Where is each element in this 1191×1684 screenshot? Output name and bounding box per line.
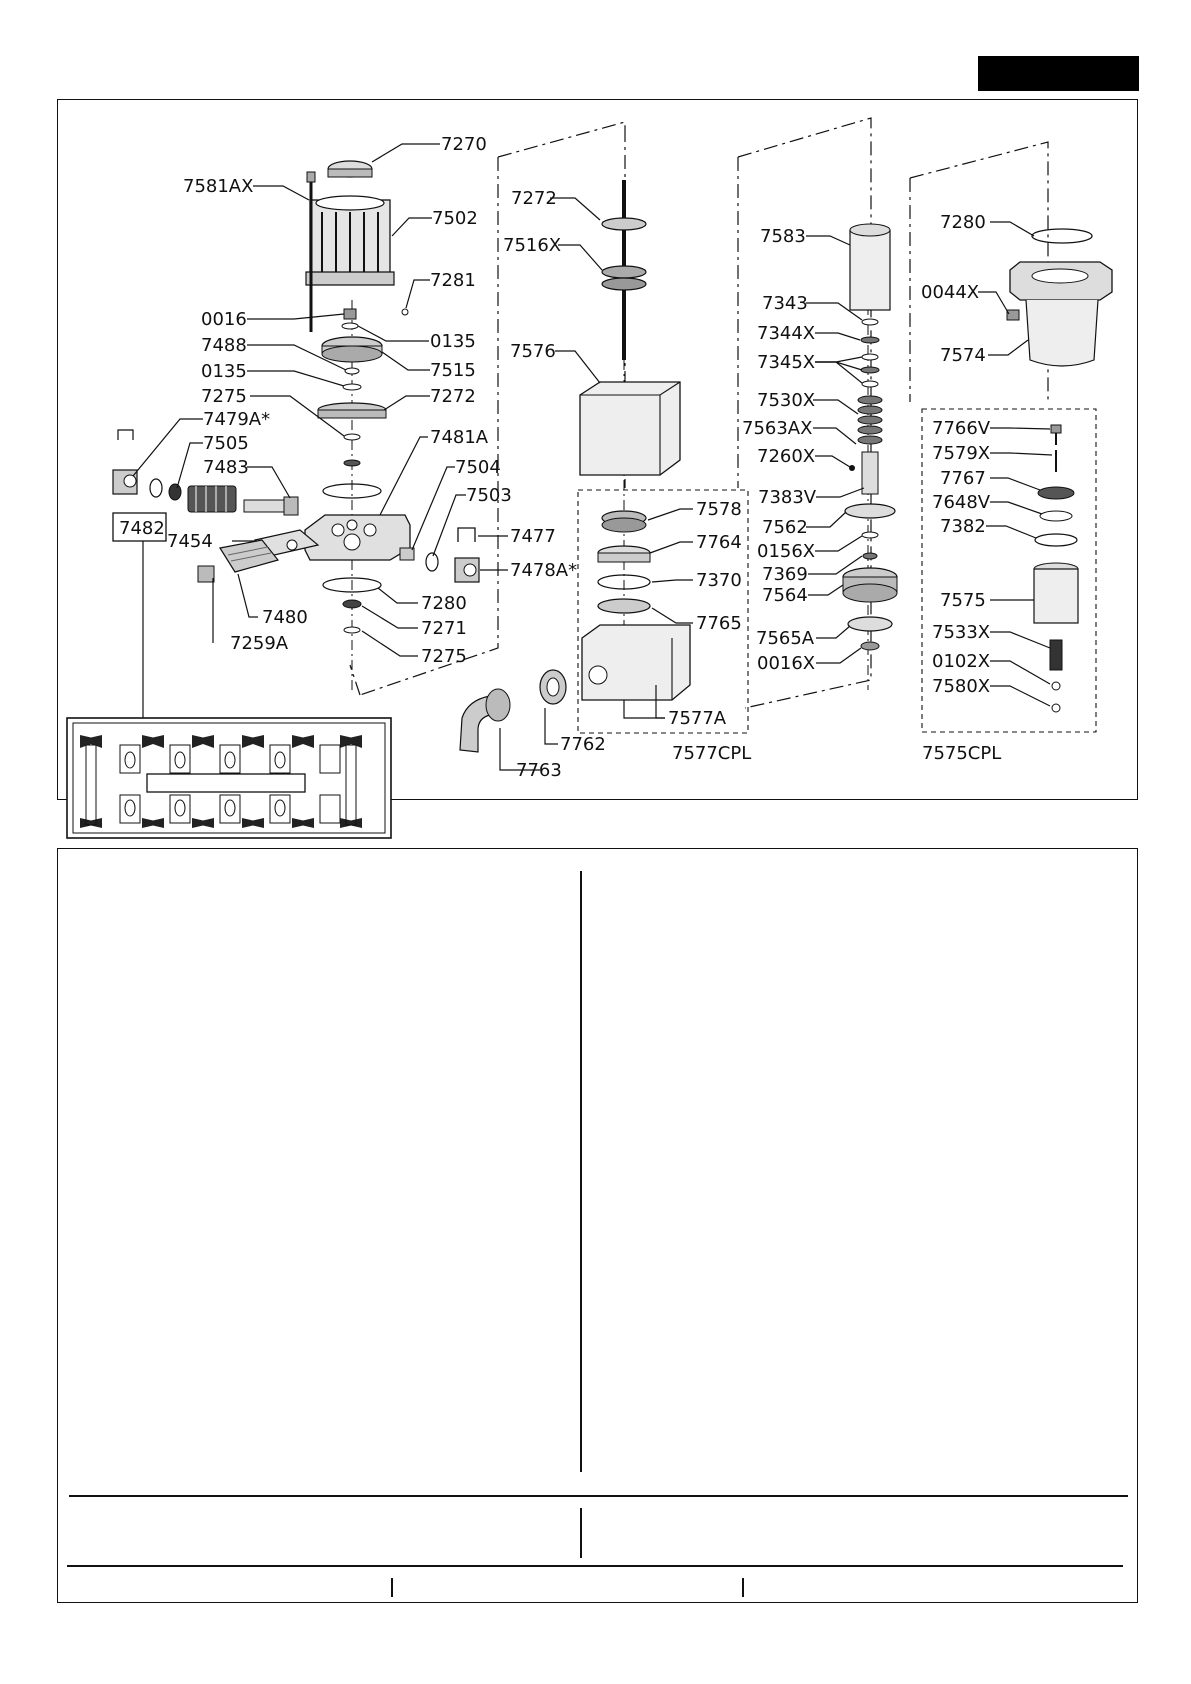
label-7576: 7576 <box>510 341 556 362</box>
part-0016-nut <box>344 309 356 319</box>
label-7565a: 7565A <box>756 628 815 649</box>
part-7764-ring <box>598 546 650 562</box>
label-0044x: 0044X <box>921 282 980 303</box>
label-7259a: 7259A <box>230 633 289 654</box>
label-7280-right: 7280 <box>940 212 986 233</box>
part-7481a-body <box>305 515 410 560</box>
label-7767: 7767 <box>940 468 986 489</box>
part-7577a-block <box>582 625 690 700</box>
label-7369: 7369 <box>762 564 808 585</box>
label-7480: 7480 <box>262 607 308 628</box>
label-7270: 7270 <box>441 134 487 155</box>
part-7344x-washer <box>861 337 879 343</box>
part-7271-seal <box>343 600 361 608</box>
part-7562-disc <box>845 504 895 518</box>
label-7343: 7343 <box>762 293 808 314</box>
label-7383v: 7383V <box>758 487 817 508</box>
part-7583-cylinder <box>850 224 890 310</box>
label-7574: 7574 <box>940 345 986 366</box>
label-7502: 7502 <box>432 208 478 229</box>
label-7370: 7370 <box>696 570 742 591</box>
part-7259a-fitting <box>198 566 214 582</box>
label-7763: 7763 <box>516 760 562 781</box>
part-7502-housing <box>306 196 394 285</box>
part-7343-washer <box>862 319 878 325</box>
part-7272-shaft <box>602 180 646 360</box>
part-0044x-nut <box>1007 310 1019 320</box>
label-7260x: 7260X <box>757 446 816 467</box>
label-7345x: 7345X <box>757 352 816 373</box>
label-7275-upper: 7275 <box>201 386 247 407</box>
part-7766v-screw <box>1051 425 1061 445</box>
label-7579x: 7579X <box>932 443 991 464</box>
part-7574-housing <box>1010 262 1112 366</box>
part-0135-washer-2 <box>343 384 361 390</box>
part-7533x-spring <box>1050 640 1062 670</box>
part-7575-cartridge <box>1034 563 1078 623</box>
label-7280-left: 7280 <box>421 593 467 614</box>
label-7488: 7488 <box>201 335 247 356</box>
part-7477-clip <box>458 528 475 542</box>
part-7482-spring <box>188 486 236 512</box>
label-7275-lower: 7275 <box>421 646 467 667</box>
part-7580x-clip <box>1052 704 1060 712</box>
label-7479a: 7479A* <box>203 409 271 430</box>
part-7530x-spring <box>858 396 882 444</box>
part-7648v-oring <box>1040 511 1072 521</box>
label-7564: 7564 <box>762 585 808 606</box>
label-7477: 7477 <box>510 526 556 547</box>
label-7580x: 7580X <box>932 676 991 697</box>
parts-list-frame <box>57 848 1138 1603</box>
label-7563ax: 7563AX <box>742 418 813 439</box>
label-7562: 7562 <box>762 517 808 538</box>
part-7763-elbow <box>460 689 510 752</box>
label-7272-left: 7272 <box>430 386 476 407</box>
label-7575cpl: 7575CPL <box>922 743 1002 764</box>
label-7478a: 7478A* <box>510 560 578 581</box>
part-7481a-seal <box>344 460 360 466</box>
label-7766v: 7766V <box>932 418 991 439</box>
part-7505-seal <box>169 484 181 500</box>
label-7764: 7764 <box>696 532 742 553</box>
label-7503: 7503 <box>466 485 512 506</box>
part-7270-cap <box>328 161 372 177</box>
part-7369-washer <box>863 553 877 559</box>
label-7481a: 7481A <box>430 427 489 448</box>
part-7281-pin <box>402 309 408 315</box>
label-7583: 7583 <box>760 226 806 247</box>
part-7382-oring <box>1035 534 1077 546</box>
label-7482: 7482 <box>119 518 165 539</box>
part-7503-oring <box>426 553 438 571</box>
label-7483: 7483 <box>203 457 249 478</box>
part-7280-oring-right <box>1032 229 1092 243</box>
label-7382: 7382 <box>940 516 986 537</box>
label-7454: 7454 <box>167 531 213 552</box>
part-7478a-valve <box>455 558 479 582</box>
part-7505-oring <box>150 479 162 497</box>
label-7515: 7515 <box>430 360 476 381</box>
label-7578: 7578 <box>696 499 742 520</box>
part-7576-block <box>580 382 680 475</box>
label-7762: 7762 <box>560 734 606 755</box>
part-7515-diaphragm <box>322 337 382 362</box>
part-7762-fitting <box>540 670 566 704</box>
part-7488-ring <box>345 368 359 374</box>
label-7272-mid: 7272 <box>511 188 557 209</box>
part-7767-cap <box>1038 487 1074 499</box>
part-0156x-washer <box>862 532 878 538</box>
part-0016x-nut <box>861 642 879 650</box>
label-7765: 7765 <box>696 613 742 634</box>
label-0016: 0016 <box>201 309 247 330</box>
label-7505: 7505 <box>203 433 249 454</box>
label-7344x: 7344X <box>757 323 816 344</box>
part-7345x-washer-1 <box>862 354 878 360</box>
label-7281: 7281 <box>430 270 476 291</box>
label-0016x: 0016X <box>757 653 816 674</box>
label-7533x: 7533X <box>932 622 991 643</box>
part-7345x-washer-3 <box>862 381 878 387</box>
label-7577a: 7577A <box>668 708 727 729</box>
part-7272-ring <box>318 403 386 418</box>
label-0135-left: 0135 <box>201 361 247 382</box>
part-7479a-valve <box>113 430 137 494</box>
part-7275-oring <box>344 434 360 440</box>
part-7345x-washer-2 <box>861 367 879 373</box>
part-7483-piston <box>244 497 298 515</box>
label-7648v: 7648V <box>932 492 991 513</box>
part-7565a-disc <box>848 617 892 631</box>
part-7578-ring <box>602 511 646 532</box>
label-0156x: 0156X <box>757 541 816 562</box>
label-7271: 7271 <box>421 618 467 639</box>
label-7530x: 7530X <box>757 390 816 411</box>
part-0135-washer <box>342 323 358 329</box>
label-7504: 7504 <box>455 457 501 478</box>
label-7581ax: 7581AX <box>183 176 254 197</box>
inset-detail-7482 <box>67 718 391 838</box>
part-7564-bearing <box>843 568 897 602</box>
label-0135-right: 0135 <box>430 331 476 352</box>
label-7516x: 7516X <box>503 235 562 256</box>
part-7275-oring-2 <box>344 627 360 633</box>
label-0102x: 0102X <box>932 651 991 672</box>
label-7577cpl: 7577CPL <box>672 743 752 764</box>
part-0102x-ball <box>1052 682 1060 690</box>
part-7765-ring <box>598 599 650 613</box>
label-7575: 7575 <box>940 590 986 611</box>
